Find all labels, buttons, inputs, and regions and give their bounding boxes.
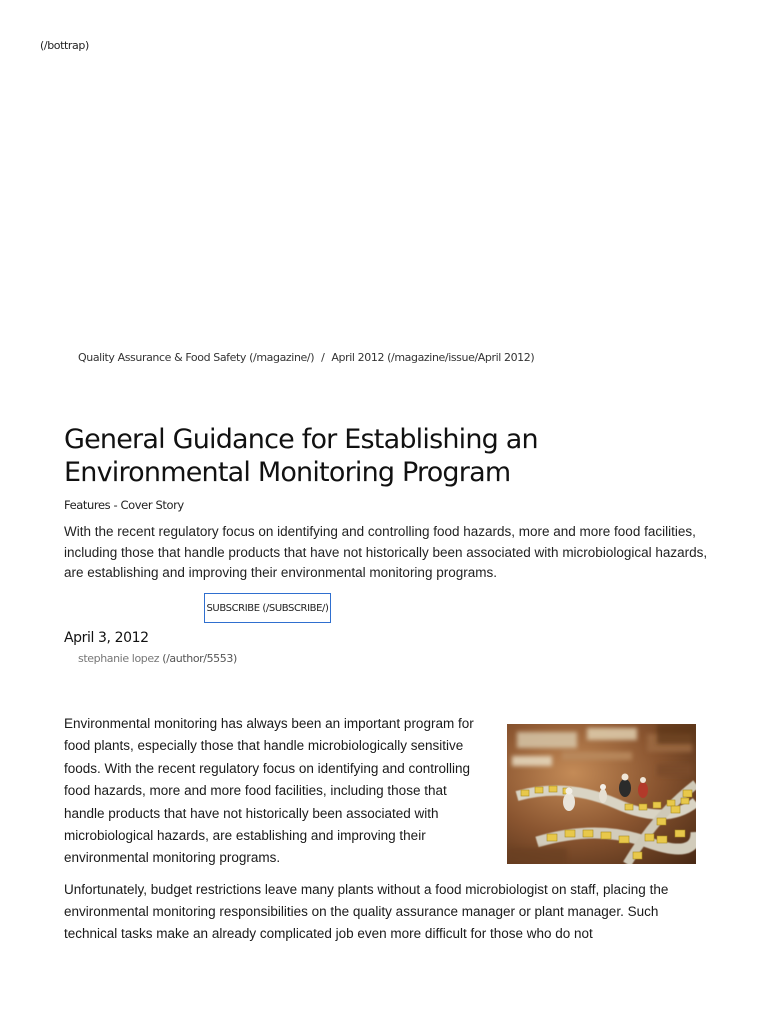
body-paragraph: Environmental monitoring has always been an important program for food plants, especially those that handle microbiologically sensitive foods. With the recent regulatory focus on identifying and controlling food hazards, more and more food facilities, including those that handle products that have not historically been associated with microbiological hazards, are establishing and improving their environmental monitoring programs.	[64, 716, 474, 866]
article-deck: With the recent regulatory focus on identifying and controlling food hazards, more and more food facilities, including those that handle products that have not historically been associated with microbiological hazards, are establishing and improving their environmental monitoring programs.	[64, 524, 708, 580]
body-paragraph: Unfortunately, budget restrictions leave many plants without a food microbiologist on staff, placing the environmental monitoring responsibilities on the quality assurance manager or plant manager. Such technical tasks make an already complicated job even more difficult for those who do not	[64, 882, 669, 941]
breadcrumb-section-link[interactable]: Quality Assurance & Food Safety (/magazine/)	[78, 351, 315, 364]
breadcrumb-issue-link[interactable]: April 2012 (/magazine/issue/April 2012)	[331, 351, 535, 364]
article-category[interactable]: Features - Cover Story	[64, 498, 184, 512]
breadcrumb-separator: /	[321, 351, 325, 364]
production-line-image	[507, 724, 696, 864]
article-image	[507, 724, 696, 864]
author-link-url[interactable]: (/author/5553)	[162, 652, 237, 665]
article-date: April 3, 2012	[64, 630, 149, 646]
subscribe-button[interactable]: SUBSCRIBE (/SUBSCRIBE/)	[204, 593, 331, 623]
bottrap-link[interactable]: (/bottrap)	[40, 39, 89, 52]
article-title: General Guidance for Establishing an Environmental Monitoring Program	[64, 424, 538, 488]
author-byline	[78, 652, 237, 665]
author-name-link[interactable]: stephanie lopez	[78, 652, 160, 665]
breadcrumb	[78, 351, 534, 364]
